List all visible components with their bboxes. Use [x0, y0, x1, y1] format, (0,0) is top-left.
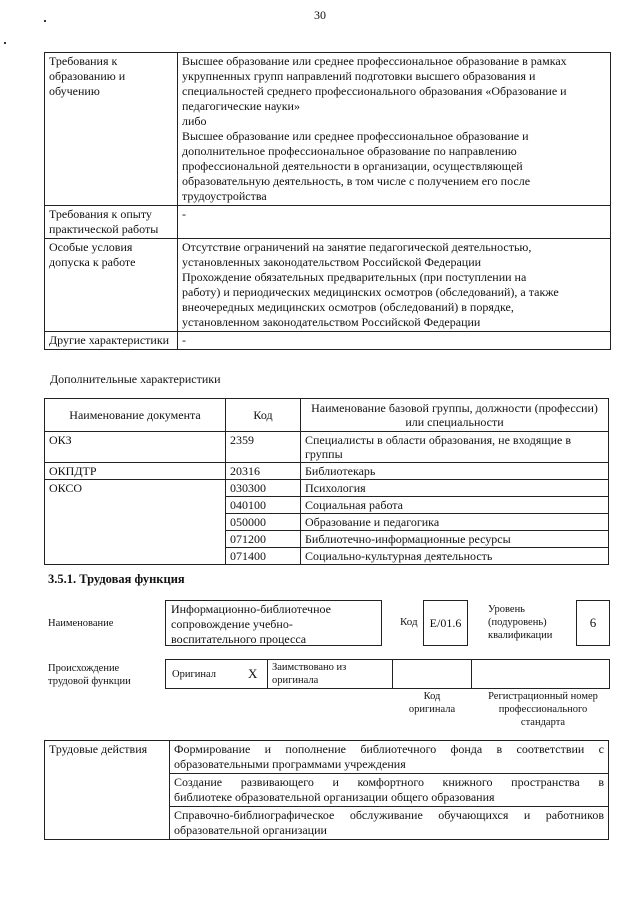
- requirement-label: Особые условия допуска к работе: [45, 239, 178, 332]
- doc-cell: ОКПДТР: [45, 463, 226, 480]
- requirement-value: Высшее образование или среднее профессиональное образование в рамках укрупненных групп направлений подготовки высшего образования и специальностей среднего профессионального образования «Образование и педагогические науки» либо Высшее образование или среднее профессиональное образование и дополнительное профессиональное образование по направлению профессиональной деятельности в организации, осуществляющей образовательную деятельность, в том числе с получением его после трудоустройства: [178, 53, 611, 206]
- reg-number-box: [471, 659, 610, 689]
- name-cell: Социально-культурная деятельность: [301, 548, 609, 565]
- table-row: [45, 480, 609, 497]
- name-cell: Специалисты в области образования, не входящие в группы: [301, 432, 609, 463]
- doc-cell: ОКЗ: [45, 432, 226, 463]
- scan-speck: [4, 42, 6, 44]
- origin-label: Происхождение трудовой функции: [48, 663, 131, 687]
- name-cell: Библиотечно-информационные ресурсы: [301, 531, 609, 548]
- code-caption: Код оригинала: [408, 691, 456, 715]
- column-header: Код: [226, 399, 301, 432]
- labor-action-item: Формирование и пополнение библиотечного фонда в соответствии с образовательными программами учреждения: [170, 741, 609, 774]
- table-header-row: [45, 399, 609, 432]
- code-cell: 071200: [226, 531, 301, 548]
- requirement-label: Требования к опыту практической работы: [45, 206, 178, 239]
- column-header: Наименование документа: [45, 399, 226, 432]
- doc-cell: ОКСО: [45, 480, 226, 565]
- requirement-value: -: [178, 332, 611, 350]
- additional-title: Дополнительные характеристики: [50, 372, 221, 386]
- requirement-label: Требования к образованию и обучению: [45, 53, 178, 206]
- table-row: [45, 206, 611, 239]
- labor-actions-label: Трудовые действия: [45, 741, 170, 840]
- labor-actions-table: [44, 740, 609, 840]
- code-cell: 050000: [226, 514, 301, 531]
- code-cell: 071400: [226, 548, 301, 565]
- table-row: [45, 463, 609, 480]
- additional-table: [44, 398, 609, 565]
- original-box: [165, 659, 268, 689]
- borrowed-box: Заимствовано из оригинала: [267, 659, 393, 689]
- code-cell: 040100: [226, 497, 301, 514]
- name-cell: Библиотекарь: [301, 463, 609, 480]
- code-label: Код: [400, 616, 418, 628]
- name-cell: Образование и педагогика: [301, 514, 609, 531]
- requirement-value: -: [178, 206, 611, 239]
- table-row: [45, 332, 611, 350]
- function-name-box: Информационно-библиотечное сопровождение учебно- воспитательного процесса: [165, 600, 382, 646]
- code-cell: 20316: [226, 463, 301, 480]
- code-cell: 030300: [226, 480, 301, 497]
- table-row: [45, 741, 609, 774]
- level-label: Уровень (подуровень) квалификации: [488, 604, 553, 641]
- requirements-table: [44, 52, 611, 350]
- original-mark: X: [248, 666, 258, 681]
- table-row: [45, 53, 611, 206]
- original-label: Оригинал: [172, 669, 216, 680]
- name-cell: Психология: [301, 480, 609, 497]
- page-number: 30: [314, 8, 326, 22]
- column-header: Наименование базовой группы, должности (профессии) или специальности: [301, 399, 609, 432]
- code-cell: 2359: [226, 432, 301, 463]
- requirement-value: Отсутствие ограничений на занятие педагогической деятельностью, установленных законодательством Российской Федерации Прохождение обязательных предварительных (при поступлении на работу) и периодических медицинских осмотров (обследований), а также внеочередных медицинских осмотров (обследований) в порядке, установленном законодательством Российской Федерации: [178, 239, 611, 332]
- section-title: 3.5.1. Трудовая функция: [48, 572, 185, 586]
- reg-caption: Регистрационный номер профессионального стандарта: [488, 691, 598, 728]
- name-cell: Социальная работа: [301, 497, 609, 514]
- requirement-label: Другие характеристики: [45, 332, 178, 350]
- function-code-box: E/01.6: [423, 600, 468, 646]
- labor-action-item: Справочно-библиографическое обслуживание обучающихся и работников образовательной организации: [170, 807, 609, 840]
- table-row: [45, 432, 609, 463]
- labor-action-item: Создание развивающего и комфортного книжного пространства в библиотеке образовательной организации общего образования: [170, 774, 609, 807]
- name-label: Наименование: [48, 618, 114, 629]
- table-row: [45, 239, 611, 332]
- level-value-box: 6: [576, 600, 610, 646]
- code-original-box: [392, 659, 472, 689]
